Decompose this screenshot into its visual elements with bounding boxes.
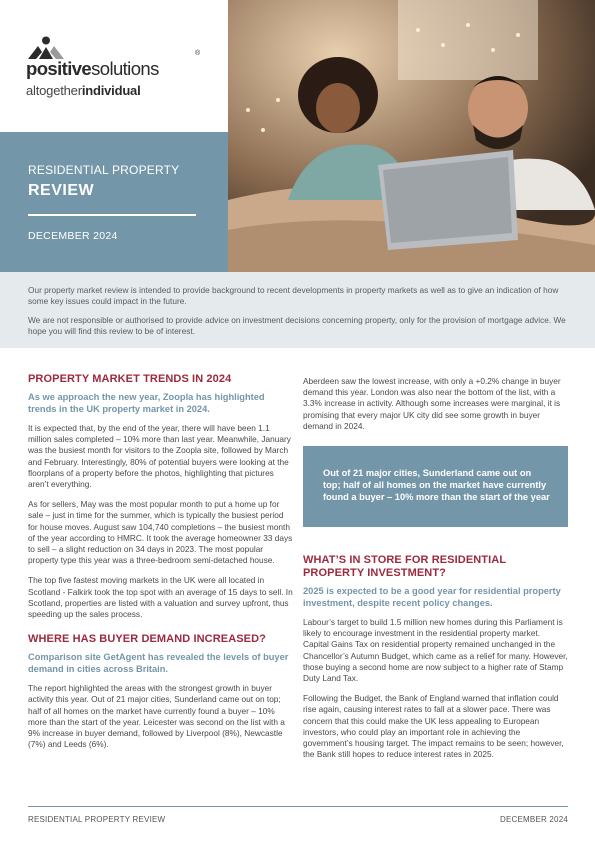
title-line-2: REVIEW: [28, 182, 95, 199]
title-date: DECEMBER 2024: [28, 230, 118, 242]
intro-paragraph-2: We are not responsible or authorised to provide advice on investment decisions concerning property, only for the provision of mortgage advice. We hope you will find this review to be of interest.: [28, 315, 566, 336]
intro-paragraph-1: Our property market review is intended to provide background to recent developments in property markets as well as to give an indication of how some key issues could impact in the future.: [28, 285, 559, 306]
pull-quote-text: Out of 21 major cities, Sunderland came out on top; half of all homes on the market have currently found a buyer – 10% more than the start of the year: [323, 468, 550, 503]
title-panel: [0, 132, 228, 272]
couple-photo: [228, 0, 595, 272]
tagline-light: altogether: [26, 83, 82, 98]
page-header: [0, 0, 595, 272]
section3-heading: WHAT’S IN STORE FOR RESIDENTIAL PROPERTY INVESTMENT?: [303, 554, 506, 580]
logo-word-light: solutions: [91, 58, 159, 79]
logo-tagline: [26, 83, 141, 98]
title-line-1: RESIDENTIAL PROPERTY: [28, 163, 180, 177]
section1-paragraph-1: It is expected that, by the end of the year, there will have been 1.1 million sales completed – 10% more than last year. Meanwhile, January was the busiest month for visitors to the Zoopla site, followed by March and February. Interestingly, 80% of potential buyers were looking at the floorplans of a property before the photos, highlighting that pictures aren’t everything.: [28, 423, 291, 490]
intro-box: [0, 272, 595, 348]
couple-photo-illustration: [228, 0, 595, 272]
section2-paragraph-1: The report highlighted the areas with the strongest growth in buyer activity this year. Out of 21 major cities, Sunderland came out on top; half of all homes on the market have currently found a buyer – 10% more than the start of the year. Leicester was second on the list with a 9% increase in buyer demand, followed by Liverpool (8%), Newcastle (7%) and Leeds (6%).: [28, 683, 285, 750]
footer-divider: [28, 806, 568, 807]
left-column: [28, 373, 293, 759]
section1-paragraph-2: As for sellers, May was the most popular month to put a home up for sale – just in time for the summer, which is typically the busiest period for house moves. August saw 104,740 completions – the busiest month of the year according to HMRC. It took the average homeowner 33 days to sell – a slight reduction on 34 days in 2023. The most popular property type this year was a three-bedroom semi-detached house.: [28, 499, 293, 566]
footer-left: RESIDENTIAL PROPERTY REVIEW: [28, 815, 166, 824]
section3-paragraph-1: Labour’s target to build 1.5 million new homes during this Parliament is likely to encourage investment in the residential property market. Capital Gains Tax on residential property remained unchanged in the Chancellor’s Autumn Budget, which came as a relief for many. However, those buying a second home are now subject to a higher rate of Stamp Duty Land Tax.: [303, 617, 568, 684]
section2-heading: WHERE HAS BUYER DEMAND INCREASED?: [28, 633, 266, 646]
section1-paragraph-3: The top five fastest moving markets in the UK were all located in Scotland - Falkirk took the top spot with an average of 15 days to sell. In Scotland, properties are listed with a valuation and survey upfront, thus speeding up the sales process.: [28, 575, 293, 620]
section1-heading: PROPERTY MARKET TRENDS IN 2024: [28, 373, 232, 385]
pull-quote: [303, 446, 568, 527]
logo-mark-icon: [26, 36, 66, 60]
logo-word-bold: positive: [26, 58, 92, 79]
logo: [0, 0, 228, 132]
right-column: [303, 376, 568, 769]
registered-mark: ®: [195, 50, 201, 57]
tagline-bold: individual: [81, 83, 141, 98]
section2-subheading: Comparison site GetAgent has revealed the levels of buyer demand in cities across Britain.: [28, 652, 289, 675]
footer-right: DECEMBER 2024: [500, 815, 568, 824]
title-divider: [28, 214, 196, 216]
section3-subheading: 2025 is expected to be a good year for residential property investment, despite recent policy changes.: [303, 586, 561, 609]
section2-paragraph-2: Aberdeen saw the lowest increase, with only a +0.2% change in buyer demand this year. London was also near the bottom of the list, with a 3.3% increase in activity. Although some increases were marginal, it is promising that every major UK city did see some growth in buyer demand in 2024.: [303, 376, 561, 431]
section1-subheading: As we approach the new year, Zoopla has highlighted trends in the UK property market in 2024.: [28, 392, 265, 414]
section3-paragraph-2: Following the Budget, the Bank of England warned that inflation could rise again, causing interest rates to fall at a slower pace. There was concern that this could make the UK less appealing to European investors, who could play an important role in achieving the government’s housing target. The impact remains to be seen; however, the Bank still hopes to reduce interest rates in 2025.: [303, 693, 564, 760]
logo-wordmark: [26, 58, 159, 80]
